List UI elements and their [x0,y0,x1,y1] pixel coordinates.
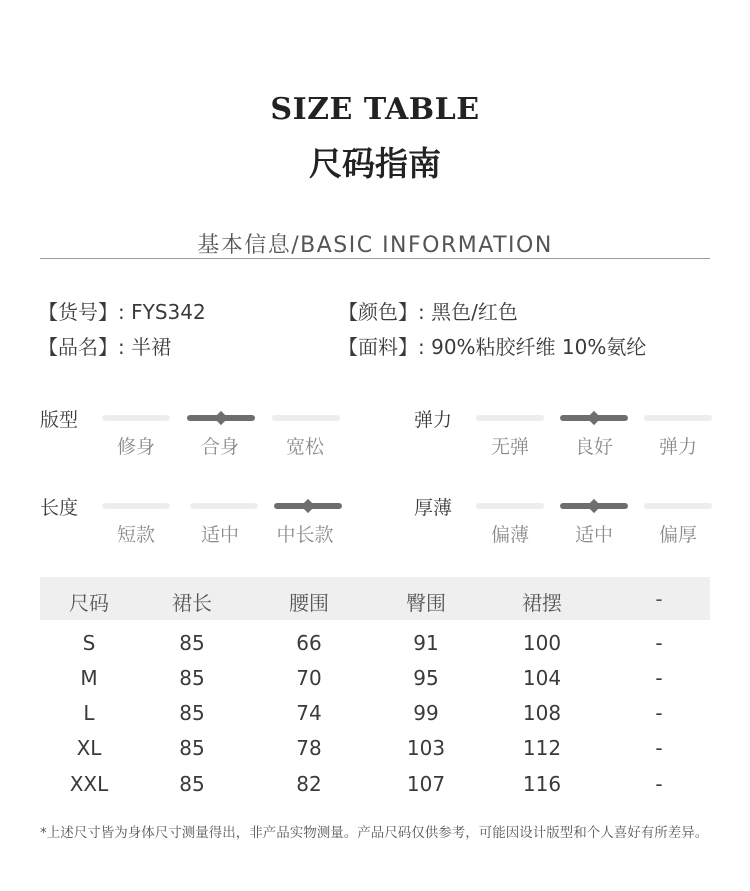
table-header-cell: 裙长 [172,591,212,615]
attribute-label: 弹力 [414,409,453,431]
scale-track [272,415,340,421]
table-cell: 74 [296,701,322,725]
table-cell: 116 [522,772,562,796]
scale-track-selected [560,503,628,509]
basic-info-section-title: 基本信息/BASIC INFORMATION [197,233,553,258]
scale-track-selected [187,415,255,421]
table-cell: L [83,701,95,725]
table-cell: 82 [296,772,322,796]
scale-marker-icon [587,411,601,425]
section-divider [40,258,710,259]
scale-option-label: 偏厚 [658,524,697,546]
attribute-label: 版型 [40,409,79,431]
table-cell: 108 [522,701,562,725]
scale-option-label: 合身 [200,436,239,458]
table-cell: 103 [406,736,446,760]
scale-option-label: 修身 [116,436,155,458]
scale-option-label: 偏薄 [490,524,529,546]
scale-track-selected [274,503,342,509]
scale-option-label: 宽松 [285,436,324,458]
table-header-cell: - [655,587,663,611]
table-cell: - [655,701,663,725]
item-number: 【货号】: FYS342 [38,300,206,324]
scale-option-label: 良好 [574,436,613,458]
attribute-label: 长度 [40,497,79,519]
scale-track [476,415,544,421]
table-cell: - [655,772,663,796]
table-cell: XXL [69,772,109,796]
scale-track [190,503,258,509]
table-cell: S [82,631,96,655]
scale-track-selected [560,415,628,421]
scale-track [644,415,712,421]
scale-marker-icon [587,499,601,513]
table-cell: 85 [179,736,205,760]
scale-track [102,503,170,509]
table-cell: 91 [413,631,439,655]
scale-option-label: 适中 [574,524,613,546]
table-cell: M [80,666,98,690]
fabric-info: 【面料】: 90%粘胶纤维 10%氨纶 [338,335,647,359]
scale-option-label: 弹力 [658,436,697,458]
scale-marker-icon [301,499,315,513]
table-cell: 85 [179,666,205,690]
scale-option-label: 适中 [200,524,239,546]
table-cell: XL [76,736,102,760]
table-cell: 112 [522,736,562,760]
table-cell: - [655,631,663,655]
scale-track [476,503,544,509]
scale-option-label: 无弹 [490,436,529,458]
table-cell: 66 [296,631,322,655]
title-english: SIZE TABLE [270,92,480,127]
table-cell: 104 [522,666,562,690]
title-chinese: 尺码指南 [309,144,441,183]
table-cell: 70 [296,666,322,690]
table-header-cell: 腰围 [289,591,329,615]
footnote: *上述尺寸皆为身体尺寸测量得出，非产品实物测量。产品尺码仅供参考，可能因设计版型和个人喜好有所差异。 [40,825,709,841]
color-info: 【颜色】: 黑色/红色 [338,300,518,324]
table-cell: 95 [413,666,439,690]
table-cell: 85 [179,631,205,655]
scale-track [102,415,170,421]
scale-option-label: 短款 [116,524,155,546]
table-header-cell: 臀围 [406,591,446,615]
scale-marker-icon [214,411,228,425]
table-cell: 99 [413,701,439,725]
table-header-cell: 裙摆 [522,591,562,615]
table-header-cell: 尺码 [69,591,109,615]
table-cell: - [655,666,663,690]
table-cell: 107 [406,772,446,796]
table-cell: 78 [296,736,322,760]
table-cell: 100 [522,631,562,655]
product-name: 【品名】: 半裙 [38,335,172,359]
table-cell: 85 [179,772,205,796]
attribute-label: 厚薄 [414,497,453,519]
table-cell: - [655,736,663,760]
scale-option-label: 中长款 [276,524,334,546]
scale-track [644,503,712,509]
table-cell: 85 [179,701,205,725]
